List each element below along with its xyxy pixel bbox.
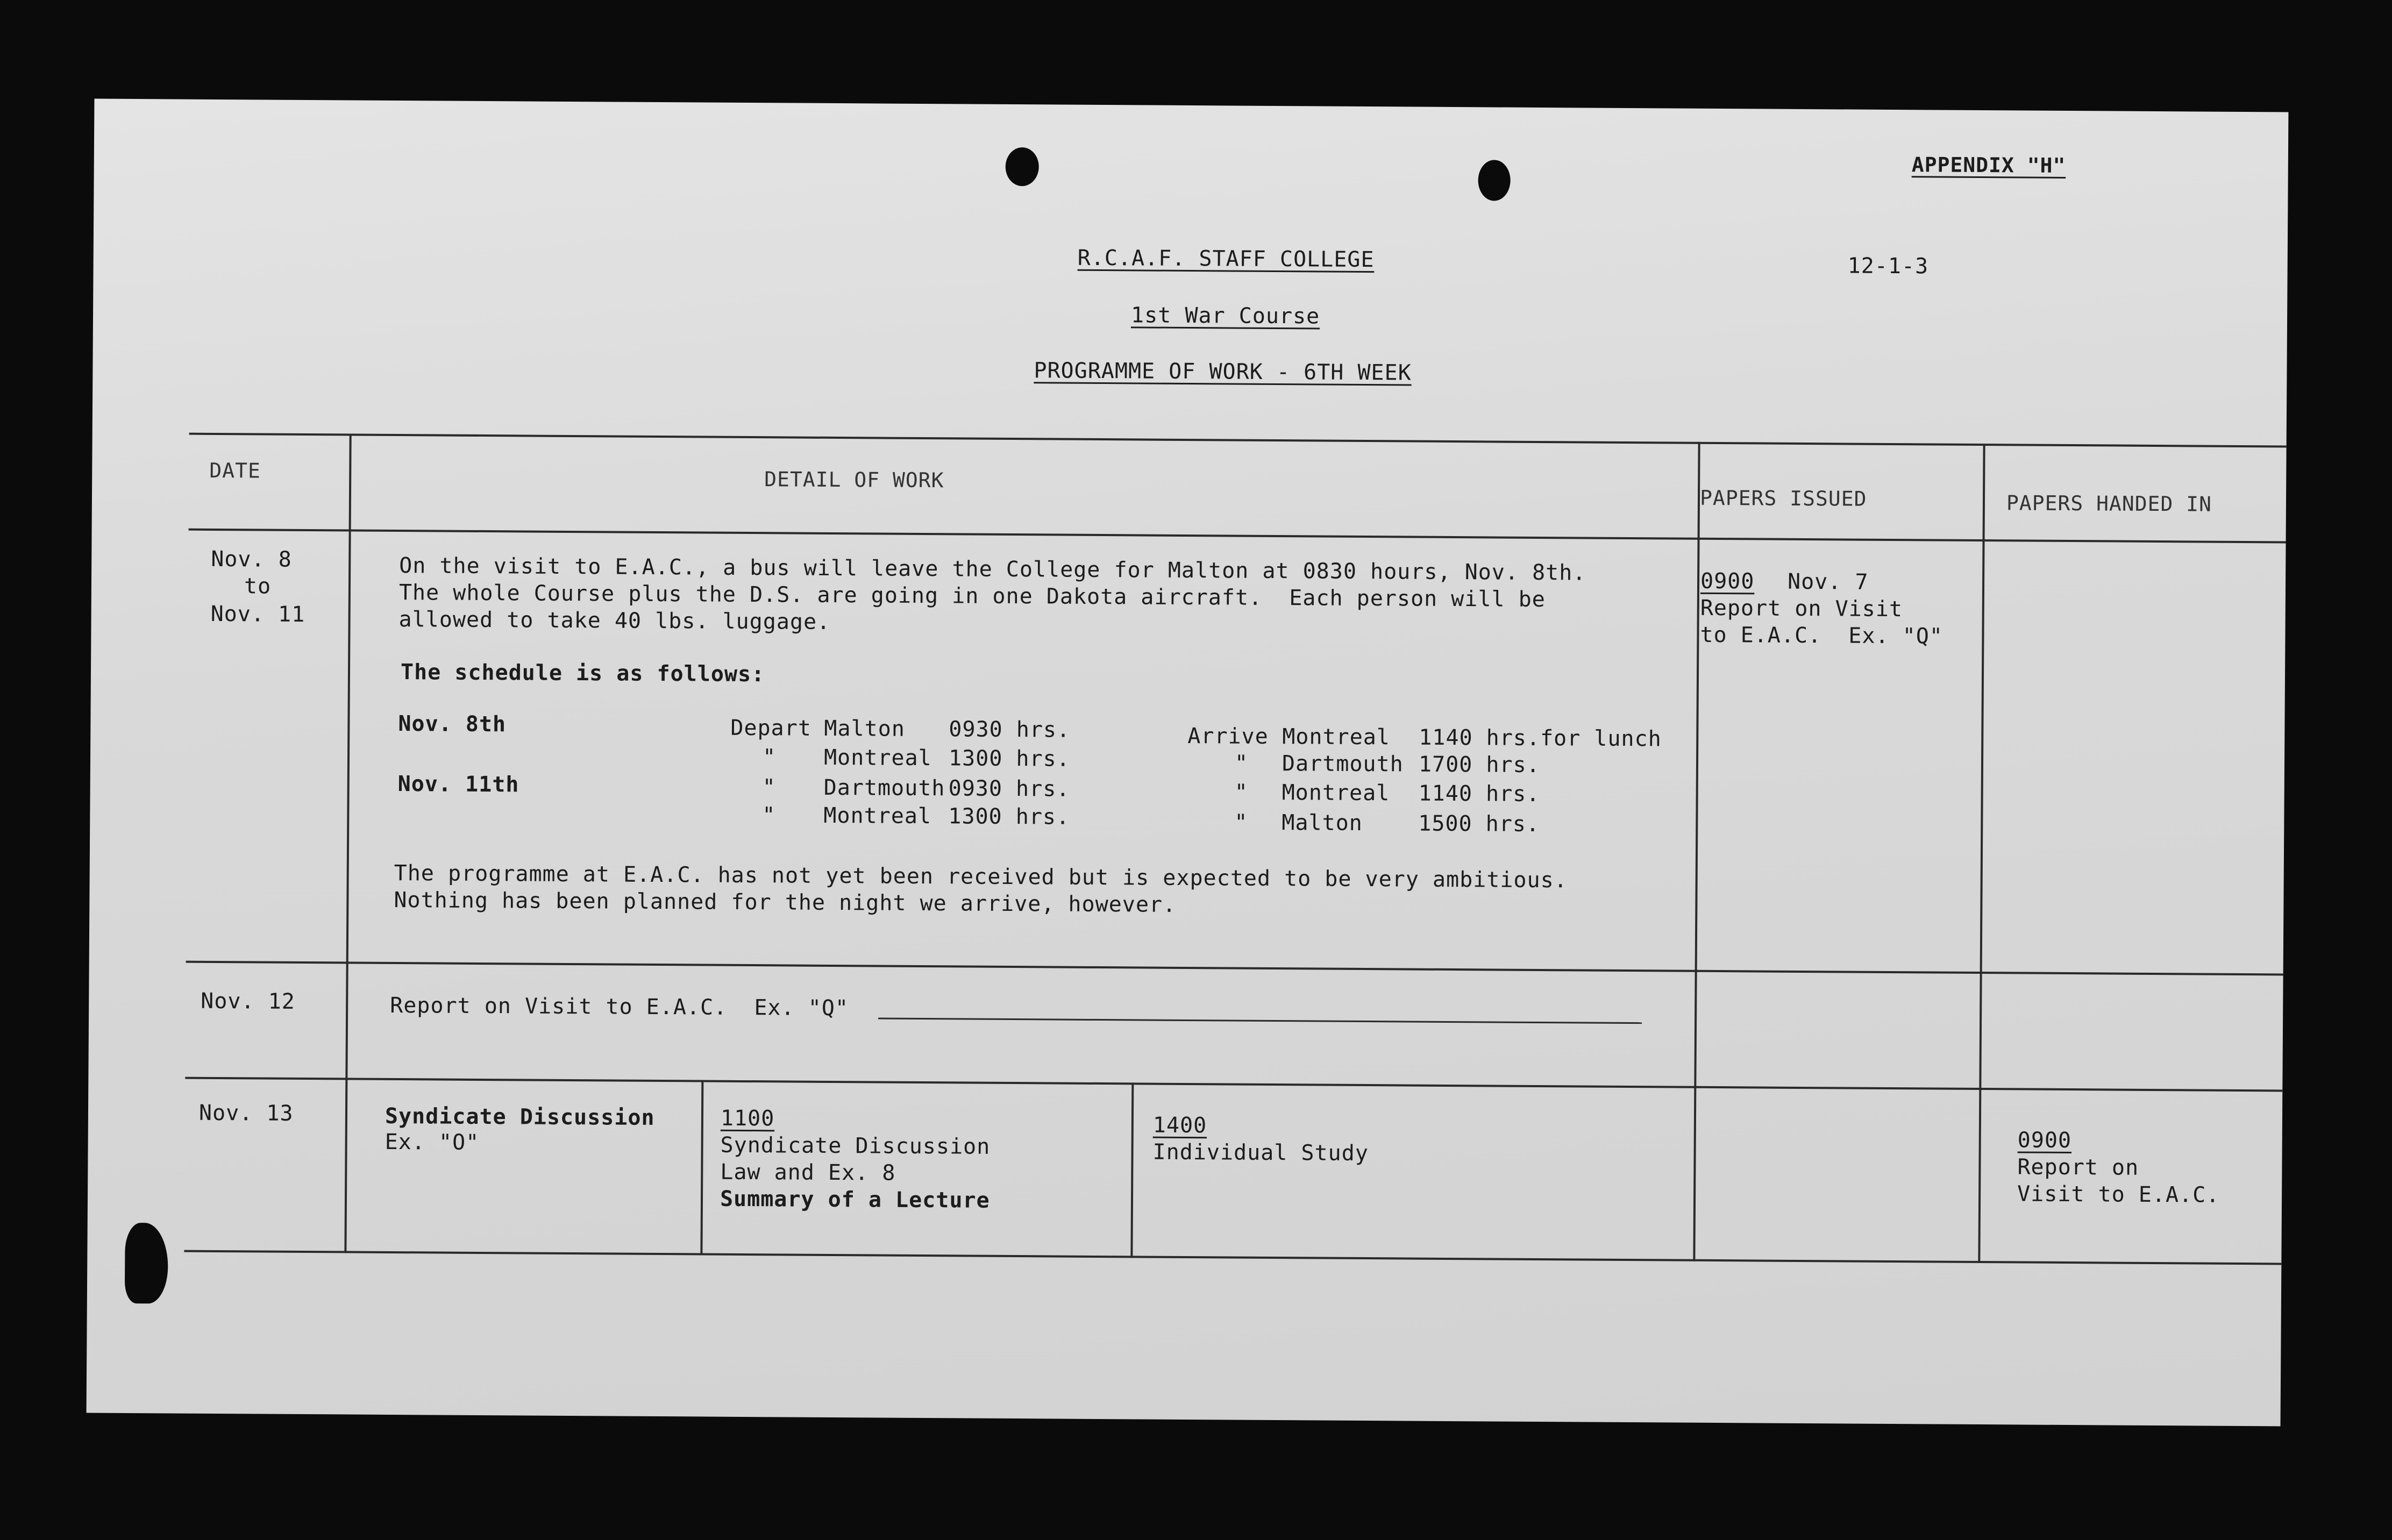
schedule-depart-time: 0930 hrs. bbox=[949, 717, 1071, 743]
header-rule bbox=[189, 529, 2286, 544]
schedule-depart-word: " bbox=[762, 803, 776, 828]
schedule-arrive-time: 1140 hrs. bbox=[1418, 781, 1540, 807]
schedule-depart-place: Montreal bbox=[823, 803, 932, 829]
schedule-depart-time: 0930 hrs. bbox=[948, 776, 1070, 802]
row1-closing-line: The programme at E.A.C. has not yet been received but is expected to be very ambitious. bbox=[394, 860, 1568, 893]
table-top-rule bbox=[189, 433, 2287, 448]
row1-issued-line: to E.A.C. Ex. "Q" bbox=[1700, 622, 1944, 649]
appendix-label: APPENDIX "H" bbox=[1911, 153, 2066, 177]
torn-mark bbox=[125, 1223, 168, 1303]
row3-handed-line: Visit to E.A.C. bbox=[2017, 1181, 2220, 1208]
schedule-arrive-time: 1140 hrs.for lunch bbox=[1419, 725, 1662, 752]
schedule-depart-time: 1300 hrs. bbox=[948, 746, 1070, 772]
schedule-arrive-place: Malton bbox=[1282, 810, 1363, 836]
row3-col3-text: Individual Study bbox=[1152, 1139, 1369, 1166]
header-detail: DETAIL OF WORK bbox=[764, 467, 944, 493]
row3-col2-rule bbox=[700, 1080, 703, 1255]
row1-intro-line: allowed to take 40 lbs. luggage. bbox=[398, 607, 831, 634]
college-title: R.C.A.F. STAFF COLLEGE bbox=[1077, 245, 1375, 273]
document-page bbox=[87, 99, 2289, 1427]
schedule-depart-time: 1300 hrs. bbox=[948, 804, 1070, 830]
row1-closing-line: Nothing has been planned for the night we arrive, however. bbox=[394, 887, 1177, 917]
row1-date-to: to bbox=[244, 574, 272, 599]
schedule-arrive-word: " bbox=[1234, 751, 1249, 776]
row1-rule bbox=[186, 961, 2283, 976]
row3-col2-line: Summary of a Lecture bbox=[720, 1186, 990, 1213]
schedule-day: Nov. 11th bbox=[397, 772, 519, 797]
header-date: DATE bbox=[209, 458, 261, 483]
schedule-arrive-time: 1500 hrs. bbox=[1418, 811, 1540, 837]
schedule-depart-place: Montreal bbox=[823, 745, 932, 771]
handed-col-rule bbox=[1978, 444, 1985, 1263]
table-bottom-rule bbox=[184, 1250, 2281, 1265]
row2-blank-line bbox=[878, 1017, 1642, 1024]
row1-issued-date: Nov. 7 bbox=[1787, 569, 1869, 595]
row3-col1-line: Ex. "O" bbox=[385, 1129, 480, 1155]
schedule-depart-place: Malton bbox=[824, 716, 906, 742]
row2-rule bbox=[185, 1077, 2282, 1092]
row3-col1-line: Syndicate Discussion bbox=[385, 1103, 655, 1130]
row1-issued-time: 0900 bbox=[1700, 568, 1755, 594]
header-papers-issued: PAPERS ISSUED bbox=[1699, 486, 1867, 511]
row3-col2-line: Law and Ex. 8 bbox=[720, 1159, 896, 1186]
row3-handed-time: 0900 bbox=[2017, 1128, 2072, 1153]
row3-col3-rule bbox=[1130, 1082, 1134, 1258]
schedule-depart-word: Depart bbox=[730, 715, 812, 741]
schedule-arrive-word: " bbox=[1234, 810, 1248, 835]
schedule-arrive-word: " bbox=[1234, 780, 1248, 805]
row2-detail: Report on Visit to E.A.C. Ex. "Q" bbox=[390, 993, 849, 1021]
header-papers-handed-in: PAPERS HANDED IN bbox=[2006, 491, 2212, 516]
row3-col2-line: Syndicate Discussion bbox=[720, 1132, 991, 1159]
schedule-arrive-word: Arrive bbox=[1187, 724, 1269, 749]
row3-col2-time: 1100 bbox=[720, 1106, 775, 1131]
schedule-heading: The schedule is as follows: bbox=[400, 660, 765, 687]
row3-date: Nov. 13 bbox=[198, 1100, 294, 1126]
row1-intro-line: The whole Course plus the D.S. are going in one Dakota aircraft. Each person will be bbox=[398, 580, 1546, 612]
schedule-depart-word: " bbox=[762, 775, 776, 800]
schedule-depart-word: " bbox=[762, 745, 777, 770]
punch-hole-left bbox=[1006, 147, 1039, 186]
row1-intro-line: On the visit to E.A.C., a bus will leave the College for Malton at 0830 hours, Nov. 8th. bbox=[399, 553, 1586, 586]
row1-issued-line: Report on Visit bbox=[1700, 595, 1903, 622]
schedule-day: Nov. 8th bbox=[398, 711, 507, 737]
row2-date: Nov. 12 bbox=[201, 988, 295, 1014]
programme-title: PROGRAMME OF WORK - 6TH WEEK bbox=[1034, 358, 1412, 386]
schedule-depart-place: Dartmouth bbox=[823, 775, 945, 801]
course-title: 1st War Course bbox=[1130, 303, 1320, 329]
schedule-arrive-place: Dartmouth bbox=[1282, 751, 1404, 777]
schedule-arrive-place: Montreal bbox=[1282, 780, 1390, 806]
row1-date-start: Nov. 8 bbox=[211, 546, 292, 572]
file-reference: 12-1-3 bbox=[1847, 253, 1929, 279]
date-col-rule bbox=[344, 433, 351, 1253]
row3-handed-line: Report on bbox=[2017, 1154, 2139, 1180]
issued-col-rule bbox=[1693, 442, 1700, 1261]
row3-col3-time: 1400 bbox=[1152, 1113, 1207, 1138]
row1-date-end: Nov. 11 bbox=[210, 601, 305, 627]
punch-hole-right bbox=[1478, 160, 1510, 201]
schedule-arrive-time: 1700 hrs. bbox=[1418, 752, 1540, 778]
schedule-arrive-place: Montreal bbox=[1282, 724, 1391, 750]
